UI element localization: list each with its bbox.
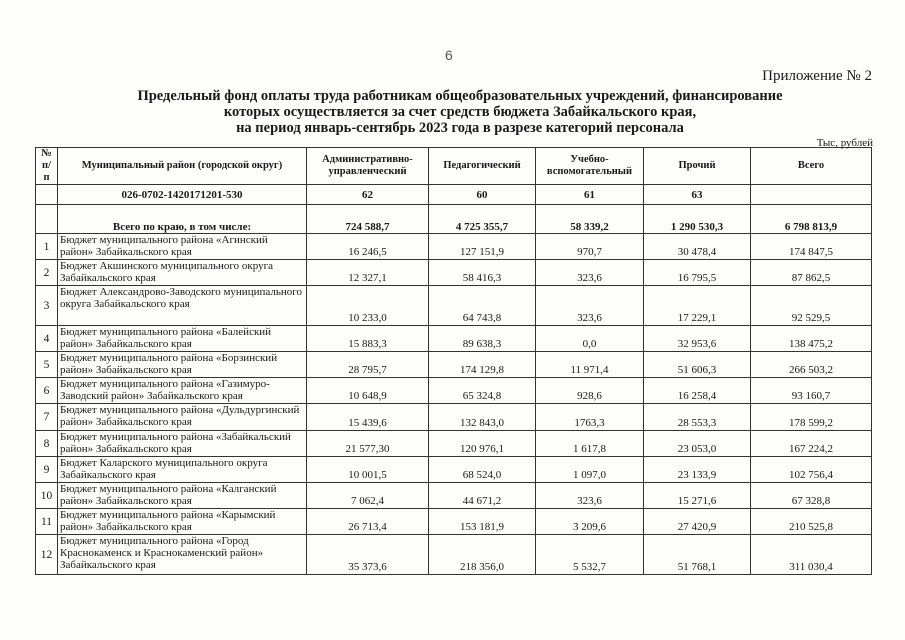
table-cell: 970,7 [536,234,644,260]
table-cell: 1 [36,234,58,260]
table-cell: 1763,3 [536,404,644,431]
table-row [36,431,872,457]
table-cell: 10 233,0 [307,286,429,326]
table-cell: 27 420,9 [644,509,751,535]
header-cell: Всего [751,148,872,185]
table-row [36,457,872,483]
table-cell: 28 553,3 [644,404,751,431]
header-cell: Учебно-вспомогательный [536,148,644,185]
table-cell: Бюджет муниципального района «Калганский район» Забайкальского края [58,483,307,509]
table-cell: 64 743,8 [429,286,536,326]
table-row [36,286,872,326]
table-cell: 68 524,0 [429,457,536,483]
table-cell: 1 290 530,3 [644,205,751,234]
table-cell: 44 671,2 [429,483,536,509]
table-cell: 1 617,8 [536,431,644,457]
table-cell [751,185,872,205]
table-cell: 15 439,6 [307,404,429,431]
table-cell: 12 327,1 [307,260,429,286]
table-cell: 178 599,2 [751,404,872,431]
table-cell: 026-0702-1420171201-530 [58,185,307,205]
table-cell: 12 [36,535,58,575]
table-cell: 928,6 [536,378,644,404]
table-row [36,260,872,286]
table-row [36,326,872,352]
table-cell: 92 529,5 [751,286,872,326]
table-cell: 11 971,4 [536,352,644,378]
table-cell: 51 606,3 [644,352,751,378]
table-cell: 89 638,3 [429,326,536,352]
table-cell: 16 258,4 [644,378,751,404]
table-cell: 174 847,5 [751,234,872,260]
table-cell: Бюджет муниципального района «Газимуро-Заводский район» Забайкальского края [58,378,307,404]
table-cell [36,205,58,234]
table-cell: Бюджет муниципального района «Карымский район» Забайкальского края [58,509,307,535]
table-cell: 218 356,0 [429,535,536,575]
table-cell: 9 [36,457,58,483]
table-cell: 5 [36,352,58,378]
table-cell: 16 795,5 [644,260,751,286]
document-title [70,88,850,136]
table-cell: 2 [36,260,58,286]
table-cell: Бюджет муниципального района «Забайкальский район» Забайкальского края [58,431,307,457]
table-cell: 62 [307,185,429,205]
table-cell: Бюджет Каларского муниципального округа Забайкальского края [58,457,307,483]
table-cell: 16 246,5 [307,234,429,260]
header-cell: Прочий [644,148,751,185]
title-line: которых осуществляется за счет средств бюджета Забайкальского края, [223,104,697,120]
table-row [36,535,872,575]
table-cell: 138 475,2 [751,326,872,352]
header-cell: Муниципальный район (городской округ) [58,148,307,185]
title-line: на период январь-сентябрь 2023 года в разрезе категорий персонала [236,120,684,136]
table-cell: 1 097,0 [536,457,644,483]
code-row [36,185,872,205]
table-cell: Бюджет муниципального района «Балейский район» Забайкальского края [58,326,307,352]
table-cell: 67 328,8 [751,483,872,509]
header-cell: Педагогический [429,148,536,185]
table-cell: 30 478,4 [644,234,751,260]
table-cell: 120 976,1 [429,431,536,457]
table-cell: 167 224,2 [751,431,872,457]
table-cell: 10 001,5 [307,457,429,483]
total-row [36,205,872,234]
table-cell: 5 532,7 [536,535,644,575]
table-cell: Всего по краю, в том числе: [58,205,307,234]
appendix-label: Приложение № 2 [762,68,872,84]
table-cell: 17 229,1 [644,286,751,326]
table-cell [36,185,58,205]
table-cell: Бюджет муниципального района «Дульдургинский район» Забайкальского края [58,404,307,431]
table-cell: 7 062,4 [307,483,429,509]
table-row [36,509,872,535]
table-cell: 7 [36,404,58,431]
table-cell: 32 953,6 [644,326,751,352]
table-cell: 132 843,0 [429,404,536,431]
units-label: Тыс, рублей [816,137,873,149]
header-cell: Административно-управленческий [307,148,429,185]
table-row [36,483,872,509]
title-line: Предельный фонд оплаты труда работникам общеобразовательных учреждений, финансирование [137,88,783,104]
table-cell: 6 [36,378,58,404]
table-cell: 10 648,9 [307,378,429,404]
table-cell: 0,0 [536,326,644,352]
table-cell: 174 129,8 [429,352,536,378]
table-cell: 87 862,5 [751,260,872,286]
table-cell: 23 053,0 [644,431,751,457]
payroll-table [35,147,872,575]
table-cell: Бюджет Александрово-Заводского муниципального округа Забайкальского края [58,286,307,326]
table-cell: 210 525,8 [751,509,872,535]
table-cell: 102 756,4 [751,457,872,483]
table-cell: 60 [429,185,536,205]
table-cell: 28 795,7 [307,352,429,378]
table-cell: Бюджет муниципального района «Борзинский район» Забайкальского края [58,352,307,378]
table-cell: 323,6 [536,483,644,509]
table-row [36,234,872,260]
table-cell: 15 271,6 [644,483,751,509]
table-row [36,404,872,431]
table-cell: Бюджет муниципального района «Город Краснокаменск и Краснокаменский район» Забайкальского края [58,535,307,575]
header-row [36,148,872,185]
table-cell: 266 503,2 [751,352,872,378]
table-cell: 15 883,3 [307,326,429,352]
page-number: 6 [445,47,453,63]
table-cell: 93 160,7 [751,378,872,404]
table-cell: Бюджет Акшинского муниципального округа Забайкальского края [58,260,307,286]
table-cell: 8 [36,431,58,457]
table-cell: 26 713,4 [307,509,429,535]
table-cell: 323,6 [536,286,644,326]
table-cell: 23 133,9 [644,457,751,483]
table-cell: 11 [36,509,58,535]
table-cell: 3 209,6 [536,509,644,535]
table-cell: 10 [36,483,58,509]
table-cell: 4 725 355,7 [429,205,536,234]
table-cell: 153 181,9 [429,509,536,535]
table-cell: 3 [36,286,58,326]
table-row [36,378,872,404]
table-cell: 58 339,2 [536,205,644,234]
table-cell: 311 030,4 [751,535,872,575]
table-cell: 58 416,3 [429,260,536,286]
table-cell: 323,6 [536,260,644,286]
table-cell: 35 373,6 [307,535,429,575]
table-cell: 51 768,1 [644,535,751,575]
table-cell: 61 [536,185,644,205]
table-cell: 724 588,7 [307,205,429,234]
table-row [36,352,872,378]
table-cell: 63 [644,185,751,205]
header-cell: № п/п [36,148,58,185]
table-cell: 127 151,9 [429,234,536,260]
table-cell: 6 798 813,9 [751,205,872,234]
table-cell: Бюджет муниципального района «Агинский район» Забайкальского края [58,234,307,260]
table-cell: 21 577,30 [307,431,429,457]
table-cell: 65 324,8 [429,378,536,404]
table-cell: 4 [36,326,58,352]
